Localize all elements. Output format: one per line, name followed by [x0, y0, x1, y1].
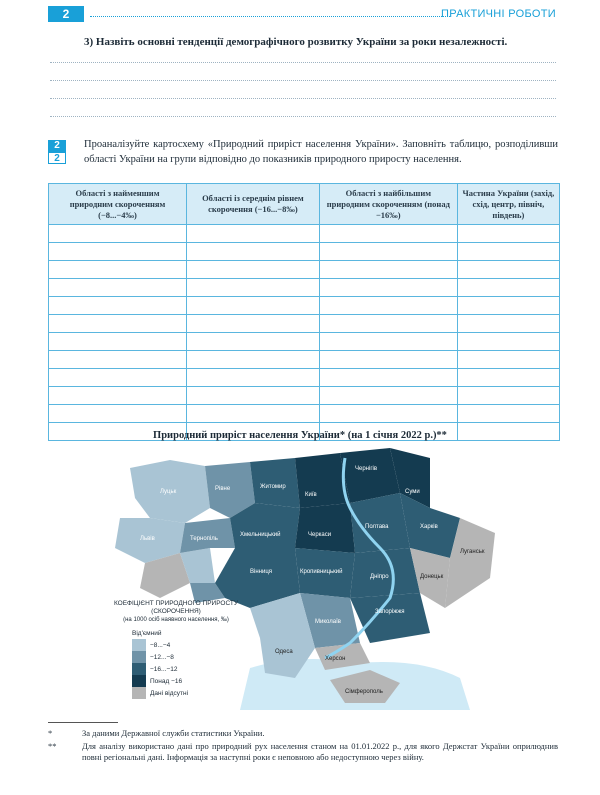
task-badge-bottom: 2 — [48, 152, 66, 164]
table-cell[interactable] — [186, 351, 319, 369]
table-cell[interactable] — [49, 243, 187, 261]
table-cell[interactable] — [457, 351, 559, 369]
table-header-most: Області з найбільшим природним скороченням (понад −16‰) — [319, 184, 457, 225]
legend-item — [132, 651, 188, 663]
legend-item — [132, 639, 188, 651]
label-cherkasy: Черкаси — [308, 532, 332, 538]
table-cell[interactable] — [49, 369, 187, 387]
label-dnipro: Дніпро — [370, 574, 389, 580]
table-cell[interactable] — [457, 297, 559, 315]
task-instructions: Проаналізуйте картосхему «Природний приріст населення України». Заповніть таблицю, розподіливши області України на групи відповідно до показників природного приросту населення. — [84, 139, 558, 165]
table-cell[interactable] — [457, 315, 559, 333]
label-kharkiv: Харків — [420, 524, 438, 530]
table-cell[interactable] — [319, 369, 457, 387]
legend-swatch — [132, 651, 146, 663]
legend-item — [132, 675, 188, 687]
table-cell[interactable] — [186, 261, 319, 279]
label-rivne: Рівне — [215, 486, 231, 492]
legend-swatch — [132, 687, 146, 699]
table-cell[interactable] — [319, 351, 457, 369]
label-chernihiv: Чернігів — [355, 466, 378, 472]
table-cell[interactable] — [319, 387, 457, 405]
table-cell[interactable] — [457, 225, 559, 243]
legend-swatch — [132, 639, 146, 651]
label-khmelnytskyi: Хмельницький — [240, 532, 281, 538]
section-title: ПРАКТИЧНІ РОБОТИ — [441, 8, 556, 20]
answer-line[interactable] — [50, 98, 556, 99]
footnote-2 — [48, 741, 560, 763]
question-3-text: 3) Назвіть основні тенденції демографічного розвитку України за роки незалежності. — [84, 36, 508, 48]
label-zhytomyr: Житомир — [260, 484, 286, 490]
table-cell[interactable] — [457, 333, 559, 351]
legend-label: −12...−8 — [150, 653, 174, 661]
label-simferopol: Сімферополь — [345, 689, 383, 695]
legend-negative-label: Від'ємний — [132, 630, 162, 637]
legend — [132, 630, 188, 699]
table-cell[interactable] — [186, 279, 319, 297]
label-lutsk: Луцьк — [160, 489, 177, 495]
table-cell[interactable] — [49, 333, 187, 351]
table-cell[interactable] — [457, 279, 559, 297]
label-luhansk: Луганськ — [460, 549, 485, 555]
table-cell[interactable] — [319, 297, 457, 315]
table-cell[interactable] — [457, 405, 559, 423]
table-row — [49, 243, 560, 261]
task-badge-top: 2 — [48, 140, 66, 152]
label-donetsk: Донецьк — [420, 574, 444, 580]
table-row — [49, 369, 560, 387]
table-cell[interactable] — [457, 369, 559, 387]
table-header-least: Області з найменшим природним скороченням (−8...−4‰) — [49, 184, 187, 225]
label-zaporizhzhia: Запоріжжя — [375, 609, 405, 615]
table-cell[interactable] — [457, 243, 559, 261]
label-poltava: Полтава — [365, 524, 389, 530]
region-zaporizhzhia — [350, 593, 430, 643]
table-cell[interactable] — [49, 315, 187, 333]
legend-item — [132, 687, 188, 699]
table-cell[interactable] — [49, 261, 187, 279]
table-cell[interactable] — [319, 225, 457, 243]
map-title: Природний приріст населення України* (на 1 січня 2022 р.)** — [153, 430, 447, 441]
footnote-1 — [48, 728, 560, 739]
region-chernihiv — [340, 448, 400, 503]
legend-swatch — [132, 663, 146, 675]
table-cell[interactable] — [319, 243, 457, 261]
label-mykolaiv: Миколаїв — [315, 619, 341, 625]
label-ternopil: Тернопіль — [190, 536, 218, 542]
table-cell[interactable] — [49, 297, 187, 315]
table-cell[interactable] — [319, 405, 457, 423]
table-cell[interactable] — [457, 387, 559, 405]
footnote-mark: * — [48, 728, 53, 738]
label-vinnytsia: Вінниця — [250, 569, 272, 575]
region-cherkasy — [295, 503, 355, 553]
header-divider — [90, 16, 450, 17]
table-cell[interactable] — [186, 405, 319, 423]
label-kropyvnytskyi: Кропивницький — [300, 569, 343, 575]
task-number-badge — [48, 140, 66, 164]
table-cell[interactable] — [49, 351, 187, 369]
table-cell[interactable] — [186, 333, 319, 351]
table-cell[interactable] — [49, 387, 187, 405]
table-row — [49, 387, 560, 405]
table-cell[interactable] — [186, 225, 319, 243]
footnote-mark: ** — [48, 741, 57, 751]
table-header-medium: Області із середнім рівнем скорочення (−16...−8‰) — [186, 184, 319, 225]
footnote-divider — [48, 722, 118, 723]
classification-table — [48, 183, 560, 441]
table-cell[interactable] — [49, 225, 187, 243]
table-row — [49, 261, 560, 279]
table-cell[interactable] — [186, 369, 319, 387]
table-row — [49, 315, 560, 333]
legend-label: −16...−12 — [150, 665, 178, 673]
page-number-badge: 2 — [48, 6, 84, 22]
table-row — [49, 225, 560, 243]
table-cell[interactable] — [186, 315, 319, 333]
table-header-region: Частина України (захід, схід, центр, північ, південь) — [457, 184, 559, 225]
table-row — [49, 333, 560, 351]
legend-heading: КОЕФІЦІЄНТ ПРИРОДНОГО ПРИРОСТУ (СКОРОЧЕННЯ) — [113, 600, 239, 615]
table-cell[interactable] — [49, 279, 187, 297]
legend-swatch — [132, 675, 146, 687]
label-kherson: Херсон — [325, 656, 346, 662]
table-cell[interactable] — [49, 405, 187, 423]
legend-label: −8...−4 — [150, 641, 171, 649]
table-cell[interactable] — [186, 297, 319, 315]
table-cell[interactable] — [319, 333, 457, 351]
table-cell[interactable] — [319, 315, 457, 333]
table-row — [49, 279, 560, 297]
table-row — [49, 351, 560, 369]
table-cell[interactable] — [319, 279, 457, 297]
table-cell[interactable] — [186, 387, 319, 405]
label-kyiv: Київ — [305, 492, 317, 498]
answer-line[interactable] — [50, 62, 556, 63]
answer-line[interactable] — [50, 80, 556, 81]
label-odesa: Одеса — [275, 649, 293, 655]
legend-title — [96, 600, 256, 624]
legend-subtitle: (на 1000 осіб наявного населення, ‰) — [123, 617, 229, 623]
region-zhytomyr — [250, 458, 300, 508]
footnote-text: За даними Державної служби статистики України. — [82, 728, 265, 738]
label-lviv: Львів — [140, 536, 155, 542]
table-cell[interactable] — [457, 261, 559, 279]
answer-line[interactable] — [50, 116, 556, 117]
table-cell[interactable] — [319, 261, 457, 279]
footnote-text: Для аналізу використано дані про природний рух населення станом на 01.01.2022 р., для якого Держстат України оприлюднив повні регіональні дані. Інформація за наступні роки є неповною або недоступною через війну. — [82, 741, 558, 762]
legend-item — [132, 663, 188, 675]
table-row — [49, 405, 560, 423]
legend-label: Понад −16 — [150, 677, 183, 685]
table-cell[interactable] — [186, 243, 319, 261]
table-row — [49, 297, 560, 315]
label-sumy: Суми — [405, 489, 420, 495]
legend-label: Дані відсутні — [150, 689, 189, 697]
